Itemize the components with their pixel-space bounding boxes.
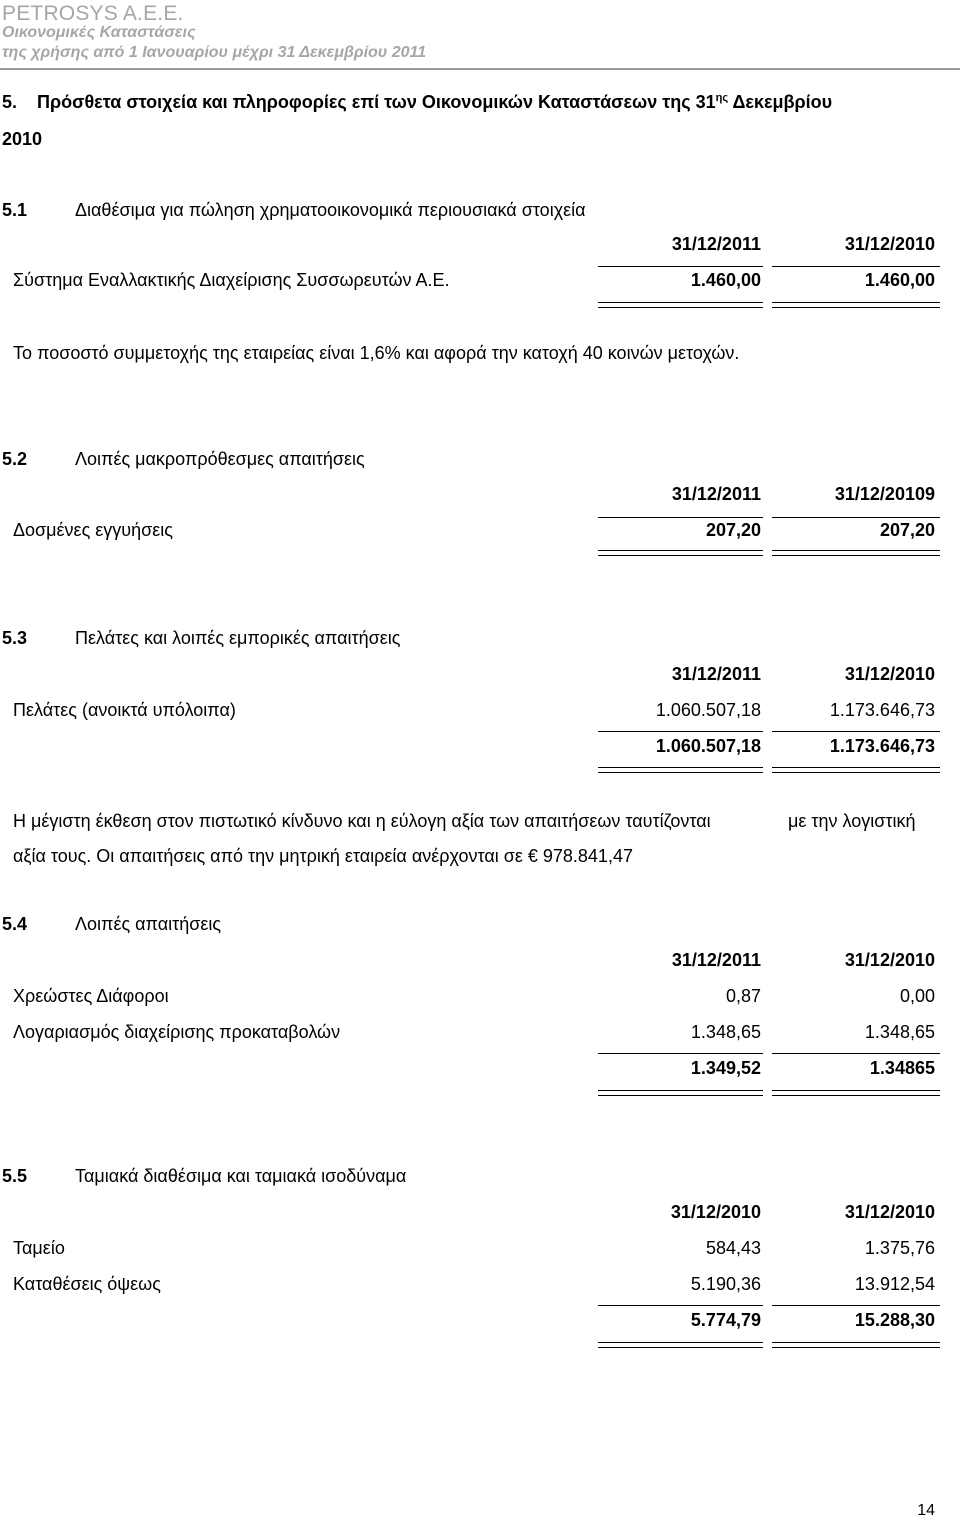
period-line: της χρήσης από 1 Ιανουαρίου μέχρι 31 Δεκεμβρίου 2011 [2, 44, 427, 61]
s53-number: 5.3 [2, 628, 28, 648]
s52-double-rule-1 [598, 550, 763, 556]
s55-col2-header: 31/12/2010 [844, 1202, 935, 1222]
s51-number: 5.1 [2, 200, 28, 220]
s54-number: 5.4 [2, 914, 28, 934]
s53-col2-header: 31/12/2010 [844, 664, 935, 684]
s51-rule-2 [772, 266, 940, 267]
s51-row-value-1: 1.460,00 [690, 270, 761, 290]
s54-rule-2 [772, 1053, 940, 1054]
s55-col1-header: 31/12/2010 [670, 1202, 761, 1222]
s55-rule-1 [598, 1305, 763, 1306]
s55-double-rule-2 [772, 1342, 940, 1348]
s53-row-value-1: 1.060.507,18 [655, 700, 761, 720]
section-5-title-sup: ης [715, 92, 729, 104]
s52-row-label: Δοσμένες εγγυήσεις [13, 520, 173, 540]
s52-col2-header: 31/12/20109 [834, 484, 935, 504]
s53-total-1: 1.060.507,18 [655, 736, 761, 756]
s53-col1-header: 31/12/2011 [671, 664, 761, 684]
section-5-title [37, 92, 832, 113]
s52-rule-2 [772, 517, 940, 518]
s52-rule-1 [598, 517, 763, 518]
s54-row-value-1: 1.348,65 [690, 1022, 761, 1042]
s54-col1-header: 31/12/2011 [671, 950, 761, 970]
s52-row-value-1: 207,20 [705, 520, 761, 540]
s55-rule-2 [772, 1305, 940, 1306]
s54-total-2: 1.34865 [869, 1058, 935, 1078]
s54-rule-1 [598, 1053, 763, 1054]
s55-row-value-2: 13.912,54 [854, 1274, 935, 1294]
s55-title: Ταμιακά διαθέσιμα και ταμιακά ισοδύναμα [75, 1166, 407, 1186]
document-title: Οικονομικές Καταστάσεις [2, 24, 196, 41]
s55-row-value-1: 584,43 [705, 1238, 761, 1258]
s53-note-line1: Η μέγιστη έκθεση στον πιστωτικό κίνδυνο και η εύλογη αξία των απαιτήσεων ταυτίζονται [13, 811, 711, 831]
s54-row-value-2: 1.348,65 [864, 1022, 935, 1042]
s51-title: Διαθέσιμα για πώληση χρηματοοικονομικά περιουσιακά στοιχεία [75, 200, 586, 220]
s53-note-line2: αξία τους. Οι απαιτήσεις από την μητρική εταιρεία ανέρχονται σε € 978.841,47 [13, 846, 633, 866]
s54-total-1: 1.349,52 [690, 1058, 761, 1078]
s51-note: Το ποσοστό συμμετοχής της εταιρείας είναι 1,6% και αφορά την κατοχή 40 κοινών μετοχών. [13, 343, 740, 363]
s54-col2-header: 31/12/2010 [844, 950, 935, 970]
s52-number: 5.2 [2, 449, 28, 469]
company-name: PETROSYS A.E.E. [2, 2, 184, 25]
s55-number: 5.5 [2, 1166, 28, 1186]
s53-row-value-2: 1.173.646,73 [829, 700, 935, 720]
s53-title: Πελάτες και λοιπές εμπορικές απαιτήσεις [75, 628, 401, 648]
s54-row-value-2: 0,00 [899, 986, 935, 1006]
s53-double-rule-1 [598, 767, 763, 773]
s55-total-1: 5.774,79 [690, 1310, 761, 1330]
s51-rule-1 [598, 266, 763, 267]
s53-note-line1-end: με την λογιστική [788, 811, 916, 831]
s53-double-rule-2 [772, 767, 940, 773]
section-5-year: 2010 [2, 129, 43, 149]
s52-title: Λοιπές μακροπρόθεσμες απαιτήσεις [75, 449, 365, 469]
s51-row-label: Σύστημα Εναλλακτικής Διαχείρισης Συσσωρευτών Α.Ε. [13, 270, 450, 290]
section-5-title-main: Πρόσθετα στοιχεία και πληροφορίες επί των Οικονομικών Καταστάσεων της 31 [37, 92, 716, 112]
s54-title: Λοιπές απαιτήσεις [75, 914, 222, 934]
s53-rule-1 [598, 731, 763, 732]
s51-double-rule-2 [772, 302, 940, 308]
s52-col1-header: 31/12/2011 [671, 484, 761, 504]
page-number: 14 [917, 1502, 935, 1519]
s51-col1-header: 31/12/2011 [671, 234, 761, 254]
section-5-number: 5. [2, 92, 18, 112]
s54-row-label: Χρεώστες Διάφοροι [13, 986, 169, 1006]
s52-row-value-2: 207,20 [879, 520, 935, 540]
section-5-title-end: Δεκεμβρίου [732, 92, 833, 112]
s55-row-label: Ταμείο [13, 1238, 65, 1258]
s54-row-label: Λογαριασμός διαχείρισης προκαταβολών [13, 1022, 341, 1042]
s54-row-value-1: 0,87 [725, 986, 761, 1006]
s53-rule-2 [772, 731, 940, 732]
s55-row-label: Καταθέσεις όψεως [13, 1274, 161, 1294]
s55-total-2: 15.288,30 [854, 1310, 935, 1330]
s55-double-rule-1 [598, 1342, 763, 1348]
s55-row-value-2: 1.375,76 [864, 1238, 935, 1258]
header-divider [0, 68, 960, 70]
s55-row-value-1: 5.190,36 [690, 1274, 761, 1294]
s53-row-label: Πελάτες (ανοικτά υπόλοιπα) [13, 700, 236, 720]
s51-row-value-2: 1.460,00 [864, 270, 935, 290]
s53-total-2: 1.173.646,73 [829, 736, 935, 756]
s51-col2-header: 31/12/2010 [844, 234, 935, 254]
s52-double-rule-2 [772, 550, 940, 556]
s54-double-rule-1 [598, 1090, 763, 1096]
s54-double-rule-2 [772, 1090, 940, 1096]
s51-double-rule-1 [598, 302, 763, 308]
